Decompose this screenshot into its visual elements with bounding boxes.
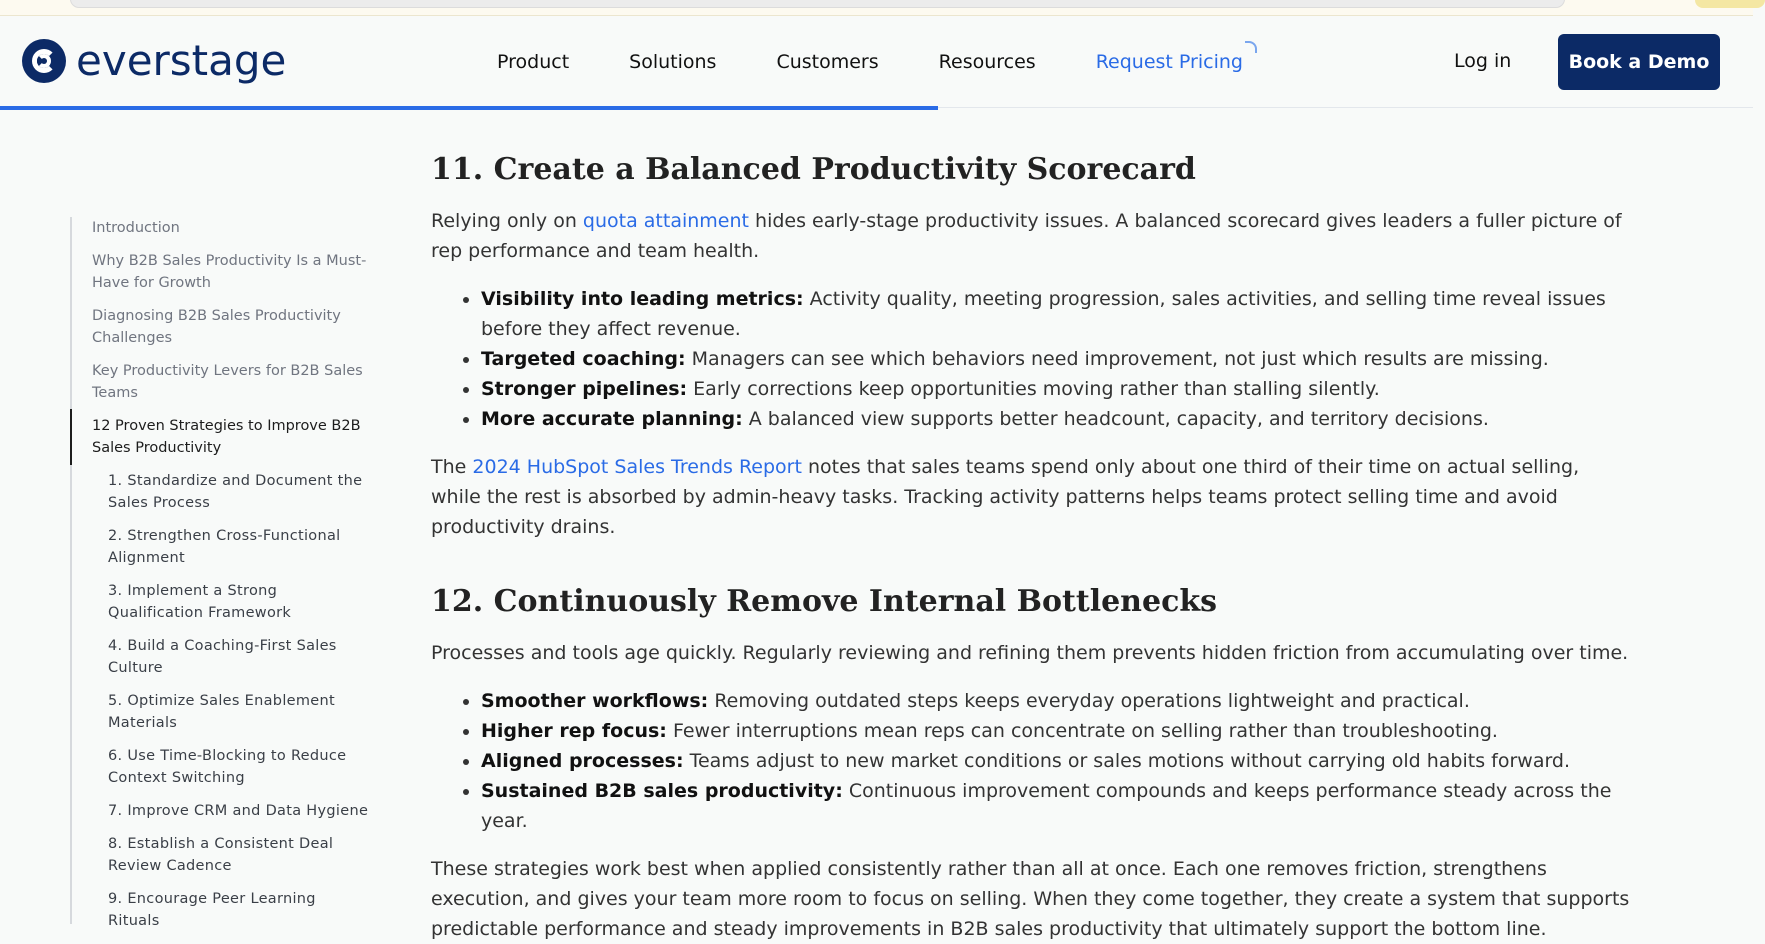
section-11-bullets	[481, 284, 1631, 434]
toc-item-why-productivity[interactable]: Why B2B Sales Productivity Is a Must-Have for Growth	[92, 253, 367, 291]
bullet-text: Teams adjust to new market conditions or sales motions without carrying old habits forward.	[683, 750, 1571, 772]
outro-text-pre: The	[431, 456, 473, 478]
bullet-text: Fewer interruptions mean reps can concentrate on selling rather than troubleshooting.	[666, 720, 1498, 742]
request-pricing-label: Request Pricing	[1095, 51, 1243, 73]
bullet-bold: Targeted coaching:	[481, 348, 686, 370]
toc-item-levers[interactable]: Key Productivity Levers for B2B Sales Teams	[92, 363, 363, 401]
bullet-text: Early corrections keep opportunities moving rather than stalling silently.	[687, 378, 1380, 400]
book-demo-button[interactable]: Book a Demo	[1558, 34, 1720, 90]
list-item	[481, 776, 1631, 836]
bullet-bold: Sustained B2B sales productivity:	[481, 780, 843, 802]
sparkle-icon	[1245, 41, 1257, 53]
toc-subitem[interactable]: 8. Establish a Consistent Deal Review Cadence	[108, 836, 334, 874]
reading-progress-bar	[0, 106, 1753, 110]
toc-subitem[interactable]: 2. Strengthen Cross-Functional Alignment	[108, 528, 341, 566]
toc-item-active-strategies[interactable]: 12 Proven Strategies to Improve B2B Sales Productivity	[72, 415, 370, 459]
list-item	[481, 746, 1631, 776]
nav-item-customers[interactable]: Customers	[776, 51, 879, 73]
intro-text-post: hides early-stage productivity issues. A balanced scorecard gives leaders a fuller picture of rep performance and team health.	[431, 210, 1622, 262]
article-body	[431, 150, 1631, 944]
main-nav	[497, 51, 1303, 73]
nav-item-request-pricing[interactable]	[1096, 51, 1243, 73]
toc-subitem[interactable]: 9. Encourage Peer Learning Rituals	[108, 891, 316, 929]
section-12-bullets	[481, 686, 1631, 836]
table-of-contents	[70, 217, 370, 929]
bullet-bold: Higher rep focus:	[481, 720, 667, 742]
brand-name: everstage	[76, 36, 287, 85]
everstage-logo-icon	[22, 39, 66, 83]
nav-item-product[interactable]: Product	[497, 51, 570, 73]
section-12-heading: 12. Continuously Remove Internal Bottlenecks	[431, 584, 1218, 619]
section-11-intro	[431, 206, 1631, 266]
bullet-text: Activity quality, meeting progression, sales activities, and selling time reveal issues before they affect revenue.	[481, 288, 1606, 340]
bullet-bold: Aligned processes:	[481, 750, 684, 772]
toc-subitem[interactable]: 5. Optimize Sales Enablement Materials	[108, 693, 335, 731]
quota-attainment-link[interactable]: quota attainment	[582, 210, 749, 232]
bullet-text: Managers can see which behaviors need improvement, not just which results are missing.	[685, 348, 1549, 370]
nav-item-solutions[interactable]: Solutions	[629, 51, 717, 73]
toc-subitem[interactable]: 1. Standardize and Document the Sales Process	[108, 473, 363, 511]
section-11-outro	[431, 452, 1631, 542]
browser-address-bar[interactable]	[70, 0, 1565, 8]
list-item	[481, 284, 1631, 344]
login-link[interactable]: Log in	[1454, 50, 1512, 72]
section-12-intro: Processes and tools age quickly. Regularly reviewing and refining them prevents hidden friction from accumulating over time.	[431, 642, 1629, 664]
intro-text-pre: Relying only on	[431, 210, 583, 232]
hubspot-report-link[interactable]: 2024 HubSpot Sales Trends Report	[472, 456, 802, 478]
bullet-bold: More accurate planning:	[481, 408, 743, 430]
list-item	[481, 716, 1631, 746]
bullet-bold: Stronger pipelines:	[481, 378, 688, 400]
nav-item-resources[interactable]: Resources	[938, 51, 1036, 73]
toc-subitem[interactable]: 6. Use Time-Blocking to Reduce Context Switching	[108, 748, 347, 786]
toc-subitem[interactable]: 7. Improve CRM and Data Hygiene	[108, 803, 369, 819]
bullet-text: Removing outdated steps keeps everyday operations lightweight and practical.	[708, 690, 1470, 712]
toc-subitem[interactable]: 3. Implement a Strong Qualification Framework	[108, 583, 292, 621]
bullet-text: Continuous improvement compounds and keeps performance steady across the year.	[481, 780, 1612, 832]
outro-text-post: notes that sales teams spend only about one third of their time on actual selling, while the rest is absorbed by admin-heavy tasks. Tracking activity patterns helps teams protect selling time and avoid productivity drains.	[431, 456, 1580, 538]
toc-item-introduction[interactable]: Introduction	[92, 220, 180, 236]
closing-paragraph: These strategies work best when applied consistently rather than all at once. Each one removes friction, strengthens execution, and gives your team more room to focus on selling. When they come together, they create a system that supports predictable performance and steady improvements in B2B sales productivity that ultimately support the bottom line.	[431, 858, 1630, 940]
list-item	[481, 374, 1631, 404]
browser-chrome-strip	[0, 0, 1753, 16]
toc-subitem[interactable]: 4. Build a Coaching-First Sales Culture	[108, 638, 337, 676]
list-item	[481, 404, 1631, 434]
bullet-bold: Smoother workflows:	[481, 690, 709, 712]
bullet-text: A balanced view supports better headcount, capacity, and territory decisions.	[742, 408, 1489, 430]
list-item	[481, 344, 1631, 374]
toc-item-diagnosing[interactable]: Diagnosing B2B Sales Productivity Challenges	[92, 308, 341, 346]
section-11-heading: 11. Create a Balanced Productivity Scorecard	[431, 152, 1196, 187]
bullet-bold: Visibility into leading metrics:	[481, 288, 804, 310]
browser-profile-pill[interactable]	[1695, 0, 1765, 8]
brand-logo[interactable]	[22, 38, 286, 84]
site-header	[0, 16, 1753, 108]
reading-progress-fill	[0, 106, 938, 110]
list-item	[481, 686, 1631, 716]
